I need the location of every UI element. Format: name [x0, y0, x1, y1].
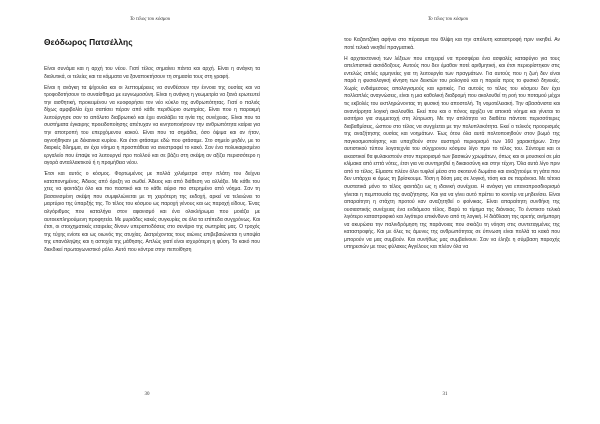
body-text	[44, 66, 260, 258]
page-number: 31	[442, 392, 448, 397]
paragraph: του Καζαντζάκη αφήνει στο πέρασμα του θλίψη και την απόλυτη καταστροφή πριν νικηθεί. Αν ποτέ τελικά νικηθεί πραγματικά.	[344, 37, 560, 51]
paragraph: Είναι συνάμα και η αρχή του νέου. Γιατί τέλος σημαίνει πάντα και αρχή. Είναι η ανάγκη τα διαλυτικά, οι τελείες και τα κόμματα να ξαναποκτήσουν τη σημασία τους στη γραφή.	[44, 66, 260, 80]
right-page	[300, 0, 600, 424]
running-head: Το τέλος του κόσμου	[129, 17, 171, 22]
author-heading: Θεόδωρος Πατσέλλης	[44, 37, 133, 47]
paragraph: Έτσι και αυτός ο κόσμος. Φορτωμένος με πολλά χιλιόμετρα στην πλάτη του δείχνει καταπονημένος. Άδειος από όρεξη να σωθεί. Άδειος και από διάθεση να αλλάξει. Με κάθε του χτες να φαντάζει όλο και πιο παστικό και το κάθε αύριο πιο στερημένο από νόημα. Σαν τη βασανισμένη σκέψη που συμφιλιώνεται με τη χειρότερη της εκδοχή, αρκεί να τελειώνει το μαρτύριο της ύπαρξής της. Το τέλος του κόσμου ως παροχή γένους και ως παροχή είδους. Ένας αλγόριθμος που καταλήγει στον αφανισμό και ένα ολοκλήρωμα που μοιάζει με αυτοεκπληρούμενη προφητεία. Με μυριάδες κακές συγκυρίες σε όλα τα επίπεδα συγχρόνως. Και έτσι, οι στοιχηματικές εταιρείες δίνουν υπεραποδόσεις στο σενάριο της σωτηρίας μας. Ο τροχός της τύχης ενίοτε και ως οιωνός της ατυχίας. Διατρέχοντας τους αιώνες επιβεβαιώνεται η υποψία της επανάληψης και η αστοχία της μάθησης. Απλώς γιατί είναι ισχυρότερη η φύση. Το κακό που διεκδικεί πρωταγωνιστικό ρόλο. Αυτό που κόντρα στην πεποίθηση	[44, 171, 260, 253]
body-text	[344, 37, 560, 256]
paragraph: Η αρχιτεκτονική των λέξεων που επιχειρεί να προσφέρει ένα ασφαλές καταφύγιο για τους απελπιστικά αισιόδοξους. Αυτούς που δεν έμαθαν ποτέ αριθμητική, και έτσι περιορίστηκαν στις εντελώς απλές ερμηνείες για τη λειτουργία των πραγμάτων. Για αυτούς που η ζωή δεν είναι παρά η φυσιολογική κίνηση των δεικτών του ρολογιού και η πορεία προς το φυσικό δηνεκές. Χωρίς ενδιάμεσους απολογισμούς και κριτικές. Για αυτούς το τέλος του κόσμου δεν έχει πολλαπλές αναγνώσεις, είναι η μια καθολική διαδρομή που ακολουθεί τη ροή του ποταμού μέχρι τις εκβολές του εκπληρώνοντας τη φυσική του αποστολή. Τη νομοτέλειακή. Την αβασάνιστα και αναντίρρητα λογική ακολουθία. Εκεί που και ο πόνος αρχίζει να αποκτά νόημα και γίνεται το εισιτήριο για συμμετοχή στη λύτρωση. Με την απλότητα να διαθέτει πάντοτε περισσότερες διαβαθμίσεις, ώσπου στο τέλος να συγχέεται με την πολυπλοκότητα. Εκεί ο τελικός προορισμός της αναζήτησης ουσίας και νοημάτων. Έως ότου όλα αυτά πολτοποιηθούν στον βωμό της παγκοσμιοποίησης και υπαχθούν στον αυστηρό περιορισμό των 160 χαρακτήρων. Στην αυτιστικού τύπου λογοτεχνία του σύγχρονου κόσμου λίγο πριν το τέλος του. Σύντομα και οι εικαστικοί θα φυλακιστούν στον περιορισμό των βασικών χρωμάτων, όπως και οι μουσικοί σε μία κλίμακα από επτά νότες, έτσι για να συντηρηθεί η δικαιοσύνη και στην τέχνη. Όλα αυτά λίγο πριν από το τέλος. Είμαστε πλέον όλοι τυφλοί μέσα στο σκοτεινό δωμάτιο και αναζητούμε τη γάτα που δεν υπάρχει κι όμως τη βρίσκουμε. Τόση η δόση μας σε λογική, τόση και σε παράνοια. Με τέτοια συστατικά μόνο το τέλος φαντάζει ως η ιδανική συνέχεια. Η ανάγκη για επαναπροσδιορισμό γίνεται η πεμπτουσία της αναζήτησης. Και για να γίνει αυτό πρέπει το κοντέρ να μηδενίσει. Είναι απαραίτητη η στάχτη προτού καν αναζητηθεί ο φοίνικας. Είναι απαραίτητη συνθήκη της ουσιαστικής συνέχειας ένα ενδιάμεσο τέλος. Βαρύ το τίμημα της διάνοιας. Το ένστικτο τελικά λιγότερο καταστροφικό και λιγότερο επικίνδυνο από τη λογική. Η διάθλαση της αρετής ανήμπορη να ακυρώσει την παλινδρόμηση της παράνοιας που σκιάζει τη νόηση στις συντεταγμένες της καταστροφής. Και με όλες τις άμυνες της ανθρωπότητας σε ύπνωση είναι πολλά τα κακά που μπορούν να μας συμβούν. Και συνήθως μας συμβαίνουν. Σαν να έληξε η σύμβαση παροχής υπηρεσιών με τους φύλακες Αγγέλους και πλέον όλα να	[344, 55, 561, 251]
page-number: 30	[144, 392, 150, 397]
paragraph: Είναι η ανάγκη τα ψίχουλα και οι λεπτομέρειες να συνθέσουν την έννοια της ουσίας και να τροφοδοτήσουν το συναίσθημα με ευγνωμοσύνη. Είναι η ανάγκη η γεωμετρία να ξανά ερωτευτεί την αισθητική, προκειμένου να κυοφορήσει τον νέο κύκλο της ανθρωπότητας. Γιατί ο παλιός δίχως αμφιβολία έχει σαπίσει πέραν από κάθε περιθώριο σωτηρίας. Είναι που η παρακμή λειτούργησε σαν το απόλυτο διαβρωτικό και έχει αναλάβει τα ηνία της συνέχειας. Είναι που τα συστήματα έγκαιρης προειδοποίησης απέτυχαν να κινητοποιήσουν την ανθρωπότητα καίρια για την αποτροπή του επερχόμενου κακού. Είναι που τα σημάδια, όσο όψιμα και αν ήταν, αγνοήθηκαν με δέκανικα κυρίου. Και έτσι φτάσαμε εδώ που φτάσαμε. Στο σημείο μηδέν, με το διαρκές δίλημμα, αν έχει νόημα η προσπάθεια να ανεστραφεί το κακό. Σαν ένα πολυκαιρισμένο εργαλείο που έπαψε να λειτουργεί προ πολλού και σε βάζει στη σκέψη αν αξίζει περισσότερο η αγορά ανταλλακτικού ή η προμήθεια νέου.	[44, 84, 260, 167]
running-head: Το τέλος του κόσμου	[427, 17, 469, 22]
